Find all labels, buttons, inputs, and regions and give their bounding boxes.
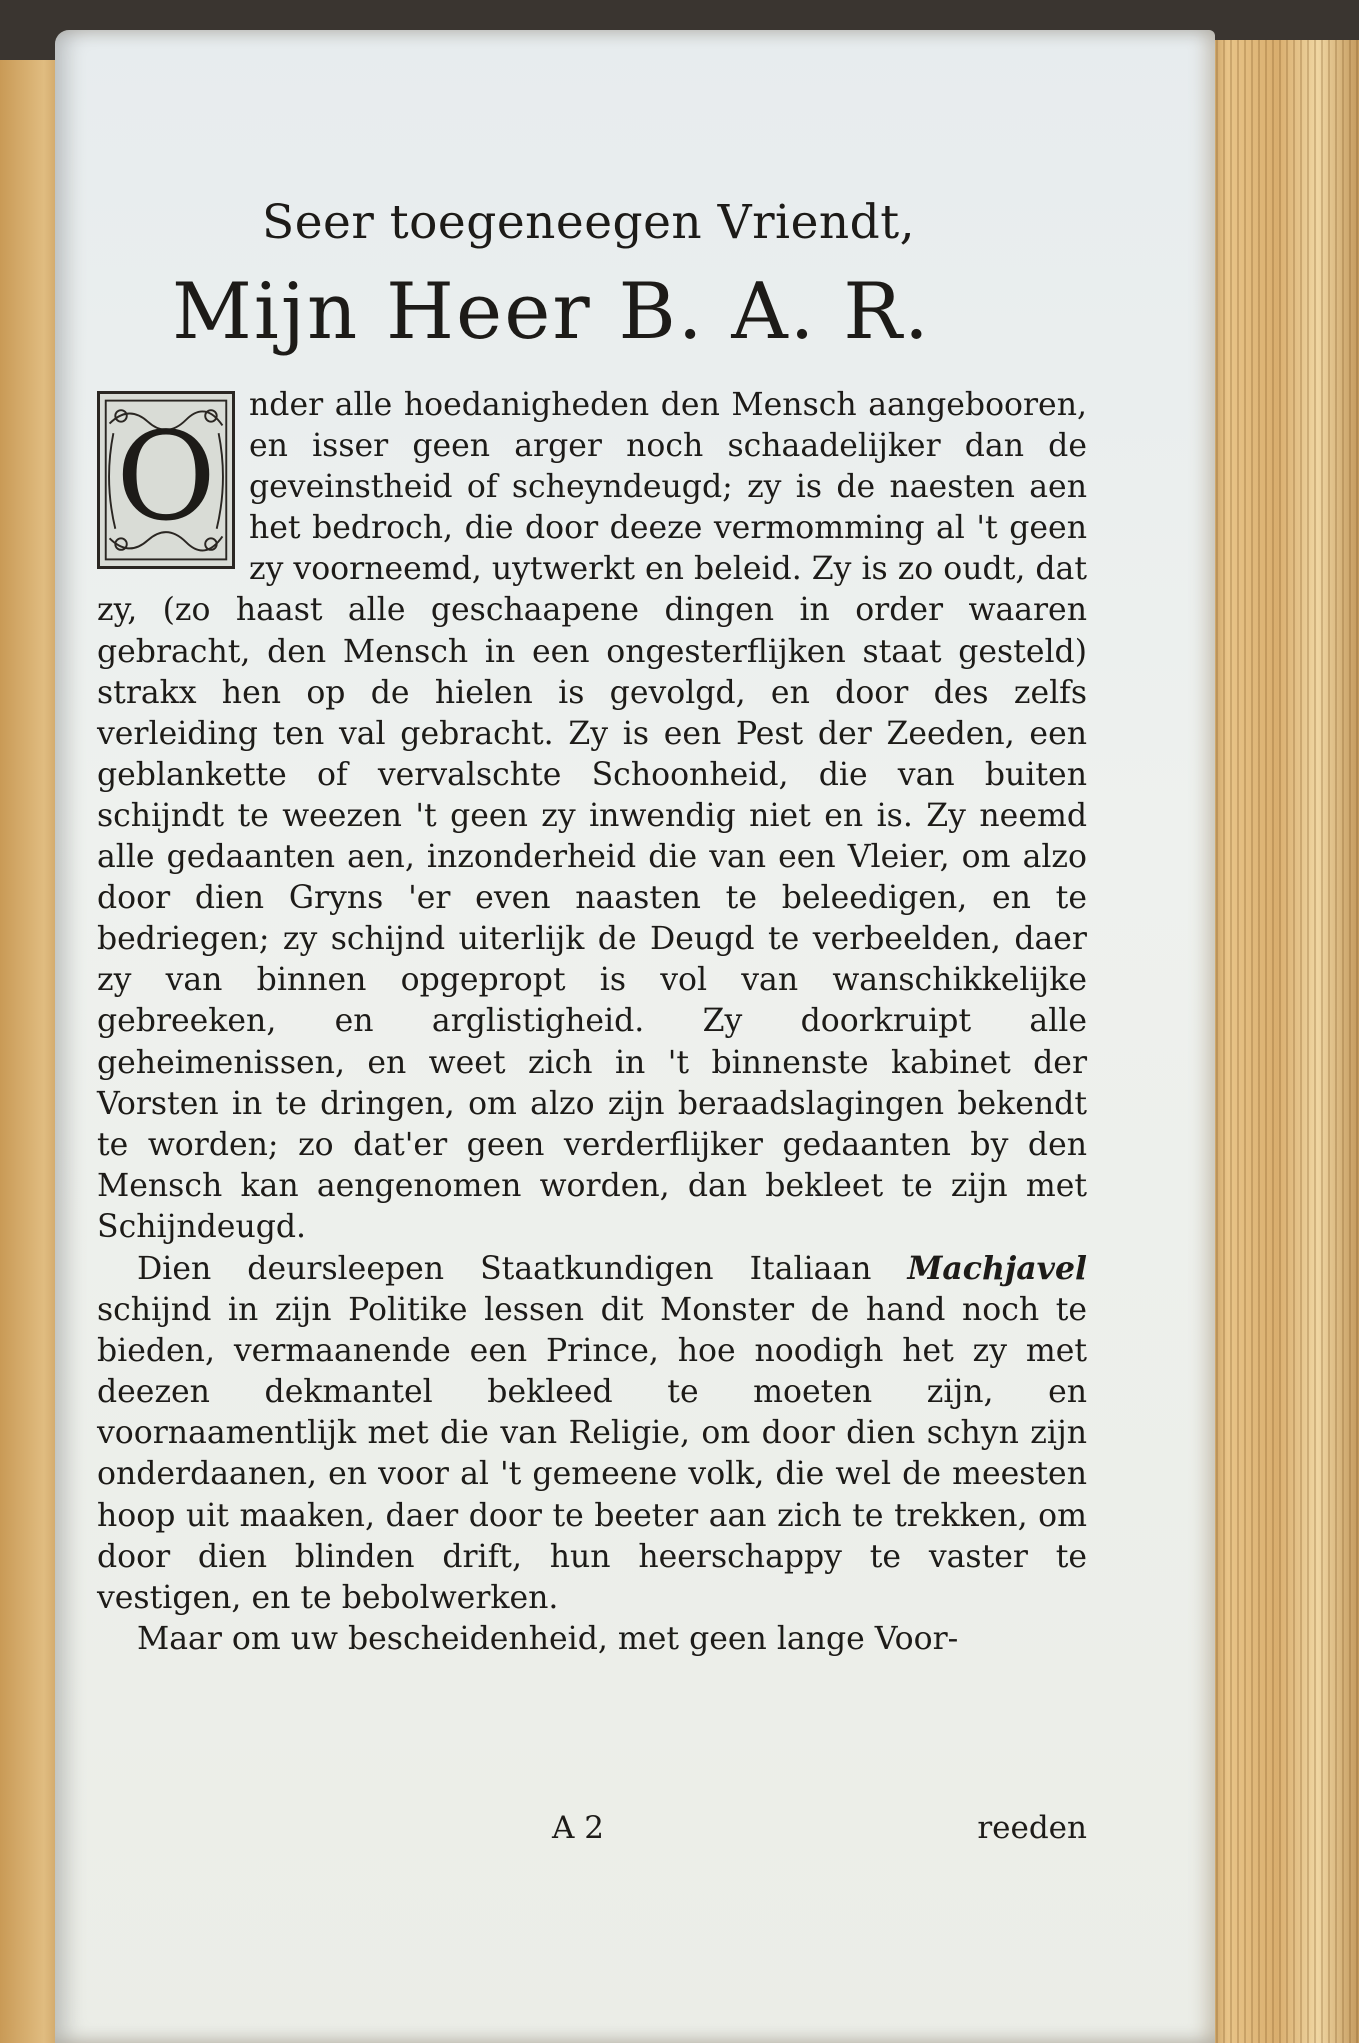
page-block-edge	[1195, 40, 1359, 2043]
paragraph-2-lead: Dien deursleepen Staatkundigen Italiaan	[137, 1250, 872, 1287]
paragraph-1-text: nder alle hoedanigheden den Mensch aangebooren, en isser geen arger noch schaadelijker dan de geveinstheid of scheyndeugd; zy is de naesten aen het bedroch, die door deeze vermomming al 't geen zy voorneemd, uytwerkt en beleid. Zy is zo oudt, dat zy, (zo haast alle geschaapene dingen in order waaren gebracht, den Mensch in een ongesterflijken staat gesteld) strakx hen op de hielen is gevolgd, en door des zelfs verleiding ten val gebracht. Zy is een Pest der Zeeden, een geblankette of vervalschte Schoonheid, die van buiten schijndt te weezen 't geen zy inwendig niet en is. Zy neemd alle gedaanten aen, inzonderheid die van een Vleier, om alzo door dien Gryns 'er even naasten te beleedigen, en te bedriegen; zy schijnd uiterlijk de Deugd te verbeelden, daer zy van binnen opgepropt is vol van wanschikkelijke gebreeken, en arglistigheid. Zy doorkruipt alle geheimenissen, en weet zich in 't binnenste kabinet der Vorsten in te dringen, om alzo zijn beraadslagingen bekendt te worden; zo dat'er geen verderflijker gedaanten by den Mensch kan aengenomen worden, dan bekleet te zijn met Schijndeugd.	[97, 387, 1087, 1245]
signature-mark: A 2	[552, 1810, 604, 1846]
paragraph-3	[97, 1619, 1087, 1660]
salutation: Seer toegeneegen Vriendt,	[262, 195, 916, 250]
catchword: reeden	[977, 1810, 1087, 1846]
ornamental-initial	[97, 391, 235, 569]
page-footer	[97, 1810, 1087, 1850]
paragraph-2-text: schijnd in zijn Politike lessen dit Monster de hand noch te bieden, vermaanende een Prince, hoe noodigh het zy met deezen dekmantel bekleed te moeten zijn, en voornaamentlijk met die van Religie, om door dien schyn zijn onderdaanen, en voor al 't gemeene volk, die wel de meesten hoop uit maaken, daer door te beeter aan zich te trekken, om door dien blinden drift, hun heerschappy te vaster te vestigen, en te bebolwerken.	[97, 1292, 1087, 1616]
body-text	[97, 385, 1087, 1660]
paragraph-3-text: Maar om uw bescheidenheid, met geen lange Voor-	[137, 1620, 959, 1657]
emphasized-name: Machjavel	[907, 1249, 1087, 1287]
drop-cap-letter: O	[115, 406, 217, 548]
paragraph-2	[97, 1248, 1087, 1619]
book-page	[55, 30, 1215, 2043]
page-content	[97, 195, 1087, 1846]
addressee: Mijn Heer B. A. R.	[172, 267, 931, 357]
paragraph-1	[97, 385, 1087, 1248]
